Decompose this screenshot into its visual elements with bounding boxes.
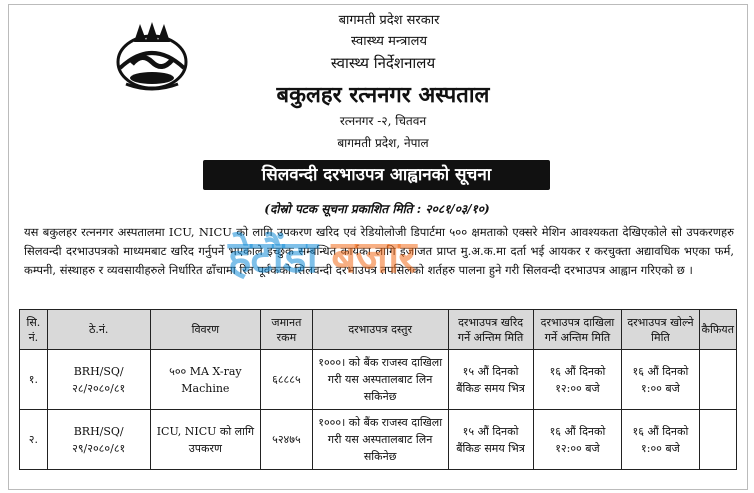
col-sn: सि. नं. [20, 310, 48, 350]
hospital-name: बकुलहर रत्ननगर अस्पताल [276, 82, 490, 108]
col-desc: विवरण [150, 310, 261, 350]
directorate-name: स्वास्थ्य निर्देशनालय [330, 54, 436, 72]
cell-fee: १०००। को बैंक राजस्व दाखिला गरी यस अस्पतालबाट लिन सकिनेछ [312, 350, 448, 410]
cell-deposit: ६८८८५ [261, 350, 313, 410]
cell-desc: ५०० MA X-ray Machine [150, 350, 261, 410]
cell-buy-date: १५ औं दिनको बैंकिङ समय भित्र [448, 410, 533, 470]
cell-submit-date: १६ औं दिनको १२:०० बजे [533, 410, 622, 470]
ministry-name: स्वास्थ्य मन्त्रालय [350, 34, 428, 49]
col-submit-date: दरभाउपत्र दाखिला गर्ने अन्तिम मिति [533, 310, 622, 350]
cell-code: BRH/SQ/ २८/२०८०/८१ [47, 350, 150, 410]
tender-table [19, 309, 737, 470]
table-row [20, 350, 737, 410]
cell-sn: १. [20, 350, 48, 410]
cell-remark [699, 410, 736, 470]
watermark-part2: बजार [331, 232, 416, 283]
notice-subtitle: (दोस्रो पटक सूचना प्रकाशित मिति : २०८१/०३/१०) [264, 202, 490, 216]
cell-fee: १०००। को बैंक राजस्व दाखिला गरी यस अस्पतालबाट लिन सकिनेछ [312, 410, 448, 470]
table-header-row [20, 310, 737, 350]
col-code: ठे.नं. [47, 310, 150, 350]
cell-buy-date: १५ औं दिनको बैंकिङ समय भित्र [448, 350, 533, 410]
cell-deposit: ५२४७५ [261, 410, 313, 470]
hospital-province: बागमती प्रदेश, नेपाल [337, 136, 429, 150]
govt-name: बागमती प्रदेश सरकार [338, 13, 440, 28]
table-row [20, 410, 737, 470]
col-open-date: दरभाउपत्र खोल्ने मिति [622, 310, 699, 350]
cell-open-date: १६ औं दिनको १:०० बजे [622, 410, 699, 470]
col-deposit: जमानत रकम [261, 310, 313, 350]
cell-code: BRH/SQ/ २९/२०८०/८१ [47, 410, 150, 470]
notice-title: सिलवन्दी दरभाउपत्र आह्वानको सूचना [203, 160, 550, 190]
cell-open-date: १६ औं दिनको १:०० बजे [622, 350, 699, 410]
col-buy-date: दरभाउपत्र खरिद गर्ने अन्तिम मिति [448, 310, 533, 350]
cell-sn: २. [20, 410, 48, 470]
col-remark: कैफियत [699, 310, 736, 350]
cell-submit-date: १६ औं दिनको १२:०० बजे [533, 350, 622, 410]
watermark-logo [228, 225, 415, 285]
col-fee: दरभाउपत्र दस्तुर [312, 310, 448, 350]
cell-desc: ICU, NICU को लागि उपकरण [150, 410, 261, 470]
watermark-part1: हेटौंडा [228, 232, 317, 283]
hospital-address: रत्ननगर -२, चितवन [339, 114, 427, 128]
cell-remark [699, 350, 736, 410]
notice-body: यस बकुलहर रत्ननगर अस्पतालमा ICU, NICU को लागि उपकरण खरिद एवं रेडियोलोजी डिपार्टमा ५०० क्षमताको एक्सरे मेशिन आवश्यकता देखिएकोले सो उपकरणहरु सिलवन्दी दरभाउपत्रको माध्यमबाट खरिद गर्नुपर्ने भएकाले इच्छुक सम्बन्धित कार्यका लागि इजाजत प्राप्त मु.अ.क.मा दर्ता भई आयकर र करचुक्ता अद्यावधिक भएका फर्म, कम्पनी, संस्थाहरु र व्यवसायीहरुले निर्धारित ढाँचामा रित पूर्वकको सिलवन्दी दरभाउपत्र तपसिलको शर्तहरु पालना हुने गरी सिलवन्दी दरभाउपत्र आह्वान गरिएको छ । [24, 225, 734, 277]
